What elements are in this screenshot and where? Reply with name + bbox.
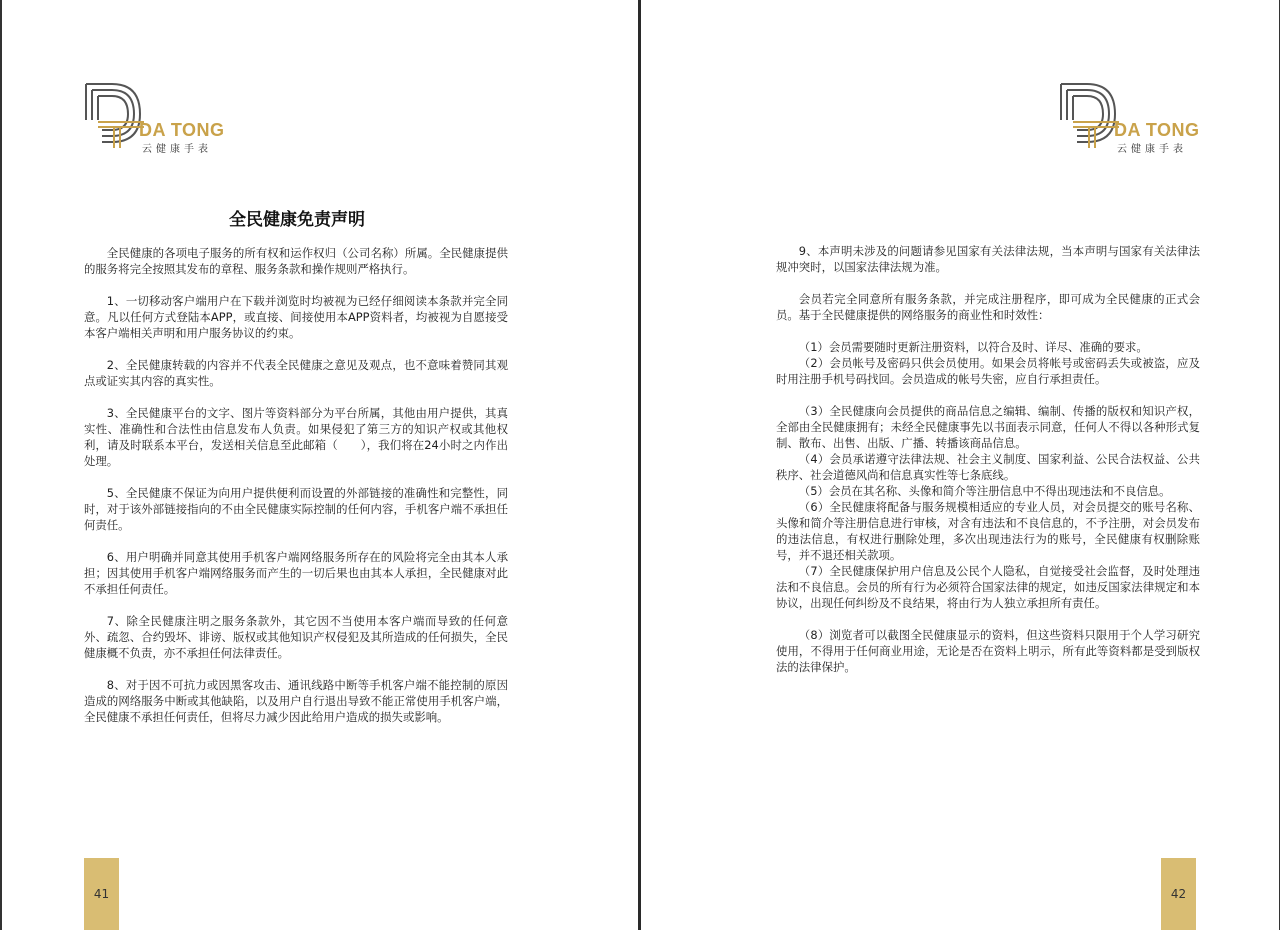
paragraph: （6）全民健康将配备与服务规模相适应的专业人员，对会员提交的账号名称、头像和简介等注册信息进行审核，对含有违法和不良信息的，不予注册，对会员发布的违法信息，有权进行删除处理，多次出现违法行为的账号，全民健康有权删除账号，并不退还相关款项。	[776, 500, 1200, 562]
brand-name: DA TONG	[1114, 120, 1200, 140]
logo-emblem-icon	[1059, 80, 1119, 150]
paragraph: （8）浏览者可以截图全民健康显示的资料，但这些资料只限用于个人学习研究使用，不得用于任何商业用途，无论是否在资料上明示，所有此等资料都是受到版权法的法律保护。	[776, 628, 1200, 674]
paragraph: （4）会员承诺遵守法律法规、社会主义制度、国家利益、公民合法权益、公共秩序、社会道德风尚和信息真实性等七条底线。	[776, 452, 1200, 482]
paragraph: （3）全民健康向会员提供的商品信息之编辑、编制、传播的版权和知识产权，全部由全民健康拥有；未经全民健康事先以书面表示同意，任何人不得以各种形式复制、散布、出售、出版、广播、转播该商品信息。	[776, 404, 1200, 450]
paragraph: 8、对于因不可抗力或因黑客攻击、通讯线路中断等手机客户端不能控制的原因造成的网络服务中断或其他缺陷，以及用户自行退出导致不能正常使用手机客户端，全民健康不承担任何责任，但将尽力减少因此给用户造成的损失或影响。	[84, 678, 508, 724]
paragraph: 会员若完全同意所有服务条款，并完成注册程序，即可成为全民健康的正式会员。基于全民健康提供的网络服务的商业性和时效性：	[776, 292, 1200, 322]
brand-logo	[84, 80, 224, 154]
brand-logo	[1059, 80, 1199, 154]
brand-name: DA TONG	[139, 120, 225, 140]
paragraph: （7）全民健康保护用户信息及公民个人隐私，自觉接受社会监督，及时处理违法和不良信息。会员的所有行为必须符合国家法律的规定，如违反国家法律规定和本协议，出现任何纠纷及不良结果，将由行为人独立承担所有责任。	[776, 564, 1200, 610]
page-number: 41	[84, 858, 119, 930]
brand-tagline: 云健康手表	[1117, 144, 1187, 155]
paragraph: 1、一切移动客户端用户在下载并浏览时均被视为已经仔细阅读本条款并完全同意。凡以任何方式登陆本APP，或直接、间接使用本APP资料者，均被视为自愿接受本客户端相关声明和用户服务协议的约束。	[84, 294, 508, 340]
paragraph: （2）会员帐号及密码只供会员使用。如果会员将帐号或密码丢失或被盗，应及时用注册手机号码找回。会员造成的帐号失密，应自行承担责任。	[776, 356, 1200, 386]
right-body	[776, 243, 1200, 675]
paragraph: 9、本声明未涉及的问题请参见国家有关法律法规，当本声明与国家有关法律法规冲突时，以国家法律法规为准。	[776, 244, 1200, 274]
page-title: 全民健康免责声明	[229, 210, 365, 230]
paragraph: 6、用户明确并同意其使用手机客户端网络服务所存在的风险将完全由其本人承担；因其使用手机客户端网络服务而产生的一切后果也由其本人承担，全民健康对此不承担任何责任。	[84, 550, 508, 596]
paragraph: （5）会员在其名称、头像和简介等注册信息中不得出现违法和不良信息。	[798, 484, 1171, 498]
paragraph: 全民健康的各项电子服务的所有权和运作权归（公司名称）所属。全民健康提供的服务将完全按照其发布的章程、服务条款和操作规则严格执行。	[84, 246, 508, 276]
paragraph: 2、全民健康转载的内容并不代表全民健康之意见及观点，也不意味着赞同其观点或证实其内容的真实性。	[84, 358, 508, 388]
left-body	[84, 245, 508, 725]
logo-emblem-icon	[84, 80, 144, 150]
paragraph: （1）会员需要随时更新注册资料，以符合及时、详尽、准确的要求。	[798, 340, 1148, 354]
paragraph: 3、全民健康平台的文字、图片等资料部分为平台所属，其他由用户提供，其真实性、准确性和合法性由信息发布人负责。如果侵犯了第三方的知识产权或其他权利，请及时联系本平台，发送相关信息至此邮箱（ ），我们将在24小时之内作出处理。	[84, 406, 508, 468]
brand-tagline: 云健康手表	[142, 144, 212, 155]
paragraph: 5、全民健康不保证为向用户提供便利而设置的外部链接的准确性和完整性，同时，对于该外部链接指向的不由全民健康实际控制的任何内容，手机客户端不承担任何责任。	[84, 486, 508, 532]
right-page	[641, 0, 1280, 930]
page-number: 42	[1161, 858, 1196, 930]
paragraph: 7、除全民健康注明之服务条款外，其它因不当使用本客户端而导致的任何意外、疏忽、合约毁坏、诽谤、版权或其他知识产权侵犯及其所造成的任何损失，全民健康概不负责，亦不承担任何法律责任。	[84, 614, 508, 660]
